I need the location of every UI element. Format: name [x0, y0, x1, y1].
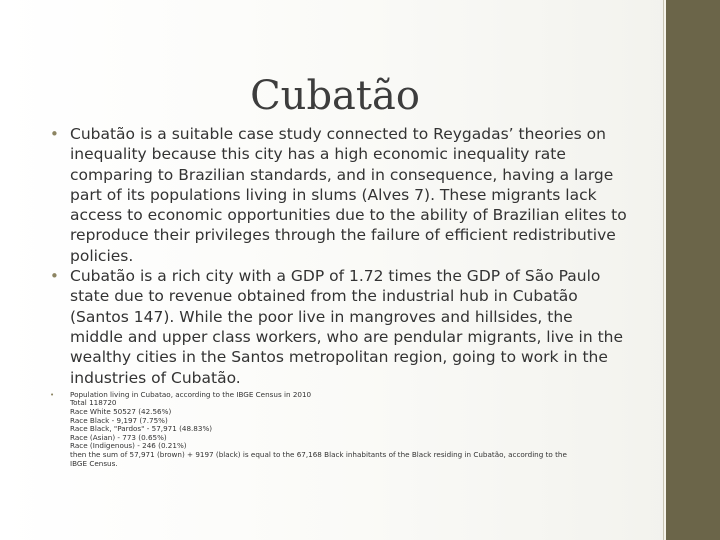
census-line: Population living in Cubatao, according to the IBGE Census in 2010	[70, 389, 312, 399]
bullet-icon: •	[50, 267, 59, 286]
slide-title: Cubatão	[250, 72, 420, 119]
census-line: then the sum of 57,971 (brown) + 9197 (black) is equal to the 67,168 Black inhabitants of the Black residing in Cubatão, according to the	[70, 450, 567, 460]
bullet-icon: •	[50, 125, 59, 143]
bullet-icon: •	[50, 390, 55, 399]
census-line: IBGE Census.	[70, 458, 118, 468]
bullet-list	[50, 124, 630, 468]
census-line: Race (Indigenous) - 246 (0.21%)	[70, 441, 187, 451]
census-line: Race Black - 9,197 (7.75%)	[70, 415, 168, 425]
census-line: Race Black, "Pardos" - 57,971 (48.83%)	[70, 424, 213, 434]
census-line: Race White 50527 (42.56%)	[70, 407, 172, 417]
bullet-text: Cubatão is a suitable case study connected to Reygadas’ theories on inequality because this city has a high economic inequality rate comparing to Brazilian standards, and in consequence, having a large part of its populations living in slums (Alves 7). These migrants lack access to economic opportunities due to the ability of Brazilian elites to reproduce their privileges through the failure of efficient redistributive policies.	[70, 125, 627, 265]
side-accent-band	[666, 0, 720, 540]
census-bullet-item	[50, 391, 630, 468]
census-line: Race (Asian) - 773 (0.65%)	[70, 432, 167, 442]
slide-body	[50, 124, 630, 468]
bullet-text: Cubatão is a rich city with a GDP of 1.72 times the GDP of São Paulo state due to revenue obtained from the industrial hub in Cubatão (Santos 147). While the poor live in mangroves and hillsides, the middle and upper class workers, who are pendular migrants, live in the wealthy cities in the Santos metropolitan region, going to work in the industries of Cubatão.	[70, 267, 624, 387]
bullet-item	[50, 266, 630, 388]
census-line: Total 118720	[70, 398, 117, 408]
bullet-item	[50, 124, 630, 266]
